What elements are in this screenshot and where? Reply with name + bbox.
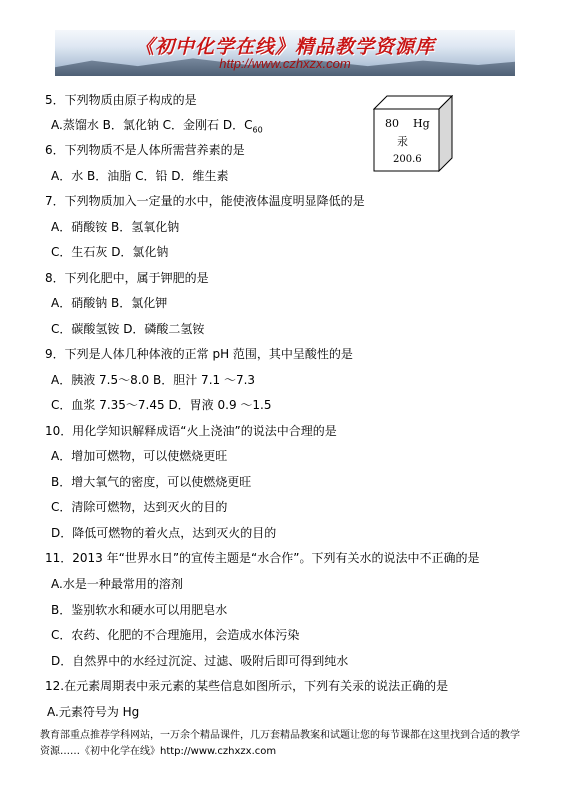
element-mass: 200.6 xyxy=(393,154,422,165)
question-11-option-a: A.水是一种最常用的溶剂 xyxy=(51,577,183,591)
question-9-options-cd: C．血浆 7.35～7.45 D．胃液 0.9 ～1.5 xyxy=(51,398,272,412)
c60-subscript: 60 xyxy=(252,125,263,135)
question-12: 12.在元素周期表中汞元素的某些信息如图所示，下列有关汞的说法正确的是 xyxy=(45,679,449,693)
footer-line-2: 资源……《初中化学在线》http://www.czhxzx.com xyxy=(40,746,277,757)
question-8: 8．下列化肥中，属于钾肥的是 xyxy=(45,271,209,285)
question-9-options-ab: A．胰液 7.5～8.0 B．胆汁 7.1 ～7.3 xyxy=(51,373,256,387)
question-6: 6．下列物质不是人体所需营养素的是 xyxy=(45,143,245,157)
question-8-options-cd: C．碳酸氢铵 D．磷酸二氢铵 xyxy=(51,322,205,336)
header-banner xyxy=(55,30,515,76)
question-10-option-c: C．清除可燃物，达到灭火的目的 xyxy=(51,500,228,514)
question-9: 9．下列是人体几种体液的正常 pH 范围，其中呈酸性的是 xyxy=(45,347,353,361)
question-8-options-ab: A．硝酸钠 B．氯化钾 xyxy=(51,296,168,310)
footer-line-1: 教育部重点推荐学科网站，一万余个精品课件，几万套精品教案和试题让您的每节课都在这里找到合适的教学 xyxy=(40,730,520,741)
question-5-options-text: A.蒸馏水 B．氯化钠 C．金刚石 D．C xyxy=(51,118,253,132)
question-11: 11．2013 年“世界水日”的宣传主题是“水合作”。下列有关水的说法中不正确的是 xyxy=(45,551,480,565)
question-5: 5．下列物质由原子构成的是 xyxy=(45,93,197,107)
banner-url[interactable]: http://www.czhxzx.com xyxy=(219,56,351,71)
question-11-option-d: D．自然界中的水经过沉淀、过滤、吸附后即可得到纯水 xyxy=(51,654,349,668)
banner-title: 《初中化学在线》精品教学资源库 xyxy=(134,36,435,58)
question-5-options xyxy=(51,118,263,137)
mercury-element-card xyxy=(373,95,453,172)
element-symbol: Hg xyxy=(413,117,430,130)
question-10: 10．用化学知识解释成语“火上浇油”的说法中合理的是 xyxy=(45,424,337,438)
question-10-option-d: D．降低可燃物的着火点，达到灭火的目的 xyxy=(51,526,277,540)
question-7-options-ab: A．硝酸铵 B．氢氧化钠 xyxy=(51,220,180,234)
question-6-options: A．水 B．油脂 C．铅 D．维生素 xyxy=(51,169,229,183)
question-11-option-b: B．鉴别软水和硬水可以用肥皂水 xyxy=(51,603,228,617)
question-12-option-a: A.元素符号为 Hg xyxy=(47,705,140,719)
question-7: 7．下列物质加入一定量的水中，能使液体温度明显降低的是 xyxy=(45,194,365,208)
question-7-options-cd: C．生石灰 D．氯化钠 xyxy=(51,245,169,259)
element-name: 汞 xyxy=(397,135,408,148)
question-11-option-c: C．农药、化肥的不合理施用，会造成水体污染 xyxy=(51,628,300,642)
element-number: 80 xyxy=(385,117,399,130)
question-10-option-a: A．增加可燃物，可以使燃烧更旺 xyxy=(51,449,228,463)
question-10-option-b: B．增大氧气的密度，可以使燃烧更旺 xyxy=(51,475,252,489)
